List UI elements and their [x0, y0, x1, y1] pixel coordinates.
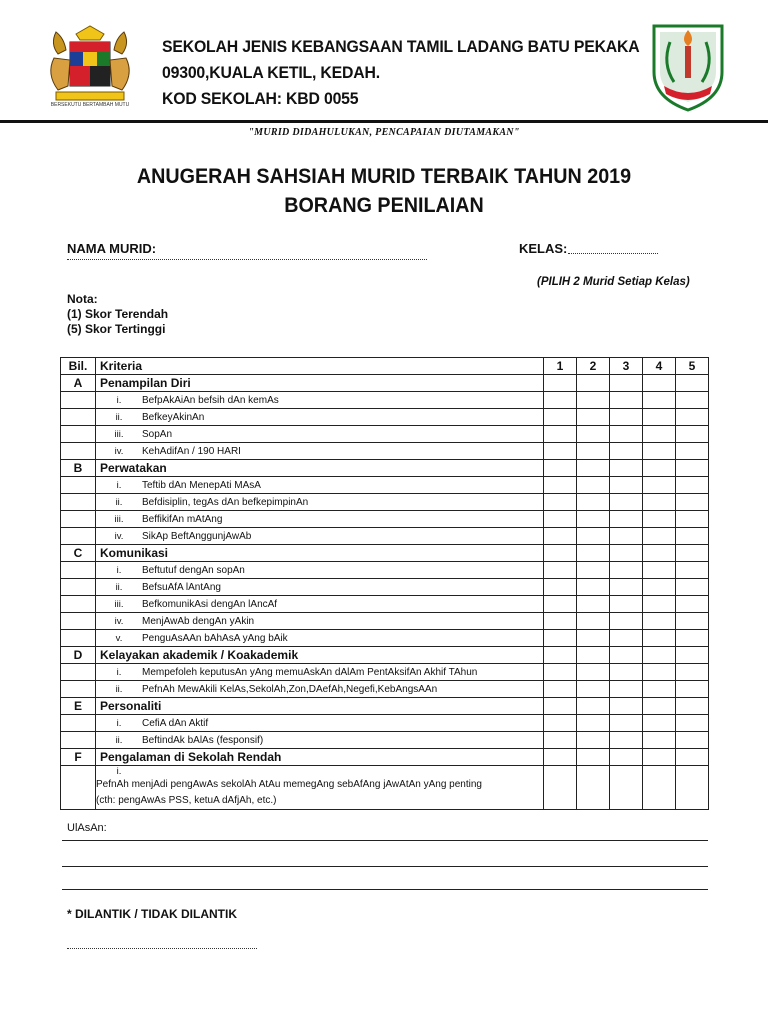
- criteria-cell: [96, 579, 544, 596]
- nama-murid-field[interactable]: [67, 259, 427, 260]
- nota-heading: Nota:: [67, 292, 98, 306]
- score-cell-3[interactable]: [610, 647, 643, 664]
- section-title: Personaliti: [96, 698, 544, 715]
- section-title: Pengalaman di Sekolah Rendah: [96, 749, 544, 766]
- criteria-cell: [96, 664, 544, 681]
- bil-cell: [61, 766, 96, 810]
- item-number: i.: [116, 717, 122, 729]
- bil-cell: [61, 528, 96, 545]
- score-cell-4[interactable]: [643, 715, 676, 732]
- criteria-item-row: [61, 477, 709, 494]
- item-number: ii.: [115, 581, 123, 593]
- score-cell-4[interactable]: [643, 426, 676, 443]
- criteria-item-row: [61, 409, 709, 426]
- criteria-cell: [96, 596, 544, 613]
- criteria-cell: [96, 494, 544, 511]
- bil-cell: [61, 392, 96, 409]
- school-name: SEKOLAH JENIS KEBANGSAAN TAMIL LADANG BATU PEKAKA: [162, 37, 640, 56]
- criteria-table: [60, 357, 709, 810]
- score-cell-4[interactable]: [643, 477, 676, 494]
- score-cell-3[interactable]: [610, 426, 643, 443]
- criteria-item-row: [61, 562, 709, 579]
- bil-cell: [61, 579, 96, 596]
- item-number: ii.: [115, 496, 123, 508]
- score-cell-3[interactable]: [610, 409, 643, 426]
- score-cell-2[interactable]: [577, 528, 610, 545]
- score-cell-4[interactable]: [643, 443, 676, 460]
- score-cell-5[interactable]: [676, 443, 709, 460]
- item-text: Beftutuf dengAn sopAn: [142, 564, 245, 576]
- score-cell-2[interactable]: [577, 460, 610, 477]
- criteria-item-row: [61, 392, 709, 409]
- score-cell-2[interactable]: [577, 511, 610, 528]
- header-divider: [0, 120, 768, 123]
- criteria-cell: [96, 562, 544, 579]
- score-cell-4[interactable]: [643, 511, 676, 528]
- section-row: [61, 375, 709, 392]
- criteria-cell: [96, 732, 544, 749]
- score-cell-5[interactable]: [676, 664, 709, 681]
- bil-cell: [61, 443, 96, 460]
- score-cell-3[interactable]: [610, 766, 643, 810]
- score-cell-5[interactable]: [676, 477, 709, 494]
- score-cell-2[interactable]: [577, 392, 610, 409]
- item-number: iii.: [114, 513, 124, 525]
- item-number: i.: [116, 394, 122, 406]
- score-cell-3[interactable]: [610, 664, 643, 681]
- item-text: Befdisiplin, tegAs dAn befkepimpinAn: [142, 496, 309, 508]
- score-cell-2[interactable]: [577, 715, 610, 732]
- item-text: BeffikifAn mAtAng: [142, 513, 223, 525]
- score-cell-5[interactable]: [676, 630, 709, 647]
- criteria-cell: [96, 715, 544, 732]
- score-cell-1[interactable]: [544, 545, 577, 562]
- score-cell-4[interactable]: [643, 562, 676, 579]
- criteria-item-row: [61, 613, 709, 630]
- score-cell-5[interactable]: [676, 749, 709, 766]
- score-cell-2[interactable]: [577, 698, 610, 715]
- score-cell-1[interactable]: [544, 511, 577, 528]
- nota-high-score: (5) Skor Tertinggi: [67, 322, 166, 336]
- section-row: [61, 749, 709, 766]
- criteria-cell: [96, 511, 544, 528]
- score-cell-5[interactable]: [676, 596, 709, 613]
- criteria-item-row: [61, 528, 709, 545]
- header-bil: Bil.: [61, 358, 96, 375]
- item-text: PefnAh menjAdi pengAwAs sekolAh AtAu memegAng sebAfAng jAwAtAn yAng penting (cth: pengAwAs PSS, ketuA dAfjAh, etc.): [96, 779, 482, 806]
- item-number: ii.: [115, 411, 123, 423]
- score-cell-5[interactable]: [676, 460, 709, 477]
- score-cell-5[interactable]: [676, 562, 709, 579]
- bil-cell: [61, 613, 96, 630]
- score-cell-2[interactable]: [577, 375, 610, 392]
- item-text: KehAdifAn / 190 HARI: [142, 445, 241, 457]
- score-cell-5[interactable]: [676, 528, 709, 545]
- score-cell-2[interactable]: [577, 630, 610, 647]
- score-cell-1[interactable]: [544, 749, 577, 766]
- score-cell-1[interactable]: [544, 596, 577, 613]
- score-cell-4[interactable]: [643, 460, 676, 477]
- criteria-item-row: [61, 630, 709, 647]
- score-cell-4[interactable]: [643, 647, 676, 664]
- criteria-item-row: [61, 664, 709, 681]
- item-text: BeftindAk bAlAs (fesponsif): [142, 734, 264, 746]
- score-cell-2[interactable]: [577, 579, 610, 596]
- score-cell-1[interactable]: [544, 732, 577, 749]
- score-cell-2[interactable]: [577, 681, 610, 698]
- bil-cell: [61, 409, 96, 426]
- score-cell-5[interactable]: [676, 647, 709, 664]
- item-text: BefpAkAiAn befsih dAn kemAs: [142, 394, 279, 406]
- score-cell-2[interactable]: [577, 494, 610, 511]
- score-cell-5[interactable]: [676, 732, 709, 749]
- bil-cell: [61, 477, 96, 494]
- score-cell-5[interactable]: [676, 698, 709, 715]
- form-title: [0, 162, 768, 220]
- score-cell-3[interactable]: [610, 477, 643, 494]
- criteria-cell: [96, 392, 544, 409]
- score-cell-3[interactable]: [610, 375, 643, 392]
- criteria-item-row: [61, 596, 709, 613]
- section-letter: B: [61, 460, 96, 477]
- school-crest-icon: [648, 20, 728, 112]
- bil-cell: [61, 715, 96, 732]
- score-cell-4[interactable]: [643, 409, 676, 426]
- score-cell-3[interactable]: [610, 443, 643, 460]
- item-number: iv.: [114, 615, 124, 627]
- item-number: iii.: [114, 428, 124, 440]
- score-cell-3[interactable]: [610, 630, 643, 647]
- score-cell-1[interactable]: [544, 477, 577, 494]
- header-score-1: 1: [544, 358, 577, 375]
- score-cell-4[interactable]: [643, 375, 676, 392]
- item-text: BefsuAfA lAntAng: [142, 581, 221, 593]
- item-text: SopAn: [142, 428, 173, 440]
- criteria-item-row: [61, 766, 709, 810]
- item-text: BefkomunikAsi dengAn lAncAf: [142, 598, 278, 610]
- score-cell-1[interactable]: [544, 664, 577, 681]
- score-cell-1[interactable]: [544, 426, 577, 443]
- score-cell-3[interactable]: [610, 392, 643, 409]
- header-kriteria: Kriteria: [96, 358, 544, 375]
- bil-cell: [61, 596, 96, 613]
- score-cell-1[interactable]: [544, 375, 577, 392]
- score-cell-1[interactable]: [544, 613, 577, 630]
- score-cell-4[interactable]: [643, 749, 676, 766]
- section-row: [61, 647, 709, 664]
- section-title: Komunikasi: [96, 545, 544, 562]
- score-cell-1[interactable]: [544, 392, 577, 409]
- criteria-cell: [96, 681, 544, 698]
- item-number: i.: [116, 766, 122, 777]
- section-row: [61, 460, 709, 477]
- section-title: Kelayakan akademik / Koakademik: [96, 647, 544, 664]
- item-number: ii.: [115, 683, 123, 695]
- score-cell-2[interactable]: [577, 545, 610, 562]
- criteria-item-row: [61, 732, 709, 749]
- svg-text:BERSEKUTU BERTAMBAH MUTU: BERSEKUTU BERTAMBAH MUTU: [50, 102, 130, 108]
- table-header-row: [61, 358, 709, 375]
- criteria-item-row: [61, 511, 709, 528]
- letterhead: [0, 0, 768, 138]
- score-cell-5[interactable]: [676, 681, 709, 698]
- score-cell-1[interactable]: [544, 528, 577, 545]
- criteria-item-row: [61, 579, 709, 596]
- score-cell-3[interactable]: [610, 596, 643, 613]
- score-cell-2[interactable]: [577, 732, 610, 749]
- school-address: 09300,KUALA KETIL, KEDAH.: [162, 63, 380, 82]
- item-text: Teftib dAn MenepAti MAsA: [142, 479, 261, 491]
- score-cell-5[interactable]: [676, 426, 709, 443]
- item-number: iv.: [114, 445, 124, 457]
- score-cell-2[interactable]: [577, 613, 610, 630]
- score-cell-4[interactable]: [643, 766, 676, 810]
- ulasan-label: UlAsAn:: [67, 822, 107, 834]
- section-letter: E: [61, 698, 96, 715]
- score-cell-1[interactable]: [544, 460, 577, 477]
- score-cell-5[interactable]: [676, 715, 709, 732]
- item-text: MenjAwAb dengAn yAkin: [142, 615, 255, 627]
- score-cell-4[interactable]: [643, 545, 676, 562]
- kelas-field[interactable]: [568, 253, 658, 254]
- score-cell-4[interactable]: [643, 664, 676, 681]
- kelas-label: KELAS:: [519, 241, 568, 256]
- score-cell-3[interactable]: [610, 494, 643, 511]
- header-score-3: 3: [610, 358, 643, 375]
- score-cell-3[interactable]: [610, 749, 643, 766]
- score-cell-2[interactable]: [577, 596, 610, 613]
- score-cell-4[interactable]: [643, 681, 676, 698]
- criteria-cell: [96, 766, 544, 810]
- score-cell-4[interactable]: [643, 528, 676, 545]
- item-number: i.: [116, 479, 122, 491]
- score-cell-1[interactable]: [544, 630, 577, 647]
- pilih-note: (PILIH 2 Murid Setiap Kelas): [537, 276, 690, 288]
- item-number: ii.: [115, 734, 123, 746]
- criteria-cell: [96, 443, 544, 460]
- item-text: CefiA dAn Aktif: [142, 717, 209, 729]
- criteria-body: [61, 375, 709, 810]
- criteria-item-row: [61, 426, 709, 443]
- section-letter: A: [61, 375, 96, 392]
- score-cell-2[interactable]: [577, 409, 610, 426]
- criteria-cell: [96, 426, 544, 443]
- score-cell-5[interactable]: [676, 392, 709, 409]
- score-cell-4[interactable]: [643, 579, 676, 596]
- item-number: i.: [116, 666, 122, 678]
- bil-cell: [61, 494, 96, 511]
- criteria-cell: [96, 409, 544, 426]
- score-cell-1[interactable]: [544, 647, 577, 664]
- score-cell-5[interactable]: [676, 511, 709, 528]
- score-cell-4[interactable]: [643, 392, 676, 409]
- score-cell-4[interactable]: [643, 494, 676, 511]
- item-number: v.: [115, 632, 123, 644]
- score-cell-1[interactable]: [544, 698, 577, 715]
- score-cell-1[interactable]: [544, 562, 577, 579]
- bil-cell: [61, 732, 96, 749]
- score-cell-3[interactable]: [610, 681, 643, 698]
- score-cell-5[interactable]: [676, 613, 709, 630]
- score-cell-1[interactable]: [544, 681, 577, 698]
- score-cell-5[interactable]: [676, 766, 709, 810]
- score-cell-3[interactable]: [610, 460, 643, 477]
- score-cell-2[interactable]: [577, 664, 610, 681]
- score-cell-2[interactable]: [577, 647, 610, 664]
- item-text: PefnAh MewAkili KelAs,SekolAh,Zon,DAefAh,Negefi,KebAngsAAn: [142, 683, 438, 695]
- score-cell-5[interactable]: [676, 409, 709, 426]
- school-code: KOD SEKOLAH: KBD 0055: [162, 89, 359, 108]
- malaysia-coat-of-arms-icon: [40, 24, 140, 108]
- score-cell-3[interactable]: [610, 562, 643, 579]
- nama-murid-label: NAMA MURID:: [67, 241, 157, 256]
- section-row: [61, 698, 709, 715]
- criteria-cell: [96, 528, 544, 545]
- score-cell-2[interactable]: [577, 426, 610, 443]
- item-number: i.: [116, 564, 122, 576]
- score-cell-3[interactable]: [610, 579, 643, 596]
- criteria-item-row: [61, 443, 709, 460]
- score-cell-1[interactable]: [544, 409, 577, 426]
- criteria-item-row: [61, 715, 709, 732]
- score-cell-1[interactable]: [544, 715, 577, 732]
- criteria-cell: [96, 477, 544, 494]
- ulasan-line[interactable]: [62, 889, 708, 890]
- section-letter: D: [61, 647, 96, 664]
- ulasan-line[interactable]: [62, 866, 708, 867]
- nota-low-score: (1) Skor Terendah: [67, 307, 169, 321]
- score-cell-1[interactable]: [544, 579, 577, 596]
- score-cell-2[interactable]: [577, 749, 610, 766]
- bil-cell: [61, 664, 96, 681]
- school-info: [162, 34, 675, 112]
- score-cell-5[interactable]: [676, 545, 709, 562]
- score-cell-3[interactable]: [610, 545, 643, 562]
- score-cell-4[interactable]: [643, 613, 676, 630]
- header-score-5: 5: [676, 358, 709, 375]
- score-cell-2[interactable]: [577, 443, 610, 460]
- item-text: SikAp BeftAnggunjAwAb: [142, 530, 252, 542]
- score-cell-2[interactable]: [577, 766, 610, 810]
- section-letter: C: [61, 545, 96, 562]
- score-cell-3[interactable]: [610, 613, 643, 630]
- score-cell-2[interactable]: [577, 477, 610, 494]
- bil-cell: [61, 681, 96, 698]
- score-cell-5[interactable]: [676, 375, 709, 392]
- form-subtitle: BORANG PENILAIAN: [284, 194, 484, 217]
- score-cell-5[interactable]: [676, 494, 709, 511]
- score-cell-5[interactable]: [676, 579, 709, 596]
- score-cell-3[interactable]: [610, 511, 643, 528]
- nota-block: [67, 292, 168, 337]
- item-number: iii.: [114, 598, 124, 610]
- award-title: ANUGERAH SAHSIAH MURID TERBAIK TAHUN 2019: [136, 165, 632, 188]
- score-cell-1[interactable]: [544, 443, 577, 460]
- score-cell-1[interactable]: [544, 494, 577, 511]
- item-text: Mempefoleh keputusAn yAng memuAskAn dAlAm PentAksifAn Akhif TAhun: [142, 666, 478, 678]
- score-cell-3[interactable]: [610, 715, 643, 732]
- ulasan-line[interactable]: [62, 840, 708, 841]
- score-cell-2[interactable]: [577, 562, 610, 579]
- dilantik-choice: * DILANTIK / TIDAK DILANTIK: [67, 907, 237, 921]
- bil-cell: [61, 630, 96, 647]
- header-score-4: 4: [643, 358, 676, 375]
- score-cell-3[interactable]: [610, 698, 643, 715]
- score-cell-3[interactable]: [610, 528, 643, 545]
- item-text: PenguAsAAn bAhAsA yAng bAik: [142, 632, 288, 644]
- criteria-cell: [96, 630, 544, 647]
- score-cell-1[interactable]: [544, 766, 577, 810]
- bil-cell: [61, 511, 96, 528]
- score-cell-4[interactable]: [643, 732, 676, 749]
- signature-field[interactable]: [67, 948, 257, 949]
- criteria-item-row: [61, 494, 709, 511]
- bil-cell: [61, 562, 96, 579]
- header-score-2: 2: [577, 358, 610, 375]
- section-title: Perwatakan: [96, 460, 544, 477]
- criteria-item-row: [61, 681, 709, 698]
- item-number: iv.: [114, 530, 124, 542]
- score-cell-4[interactable]: [643, 698, 676, 715]
- bil-cell: [61, 426, 96, 443]
- section-letter: F: [61, 749, 96, 766]
- score-cell-3[interactable]: [610, 732, 643, 749]
- score-cell-4[interactable]: [643, 596, 676, 613]
- section-row: [61, 545, 709, 562]
- score-cell-4[interactable]: [643, 630, 676, 647]
- section-title: Penampilan Diri: [96, 375, 544, 392]
- criteria-cell: [96, 613, 544, 630]
- school-motto: "MURID DIDAHULUKAN, PENCAPAIAN DIUTAMAKAN": [248, 127, 520, 138]
- item-text: BefkeyAkinAn: [142, 411, 205, 423]
